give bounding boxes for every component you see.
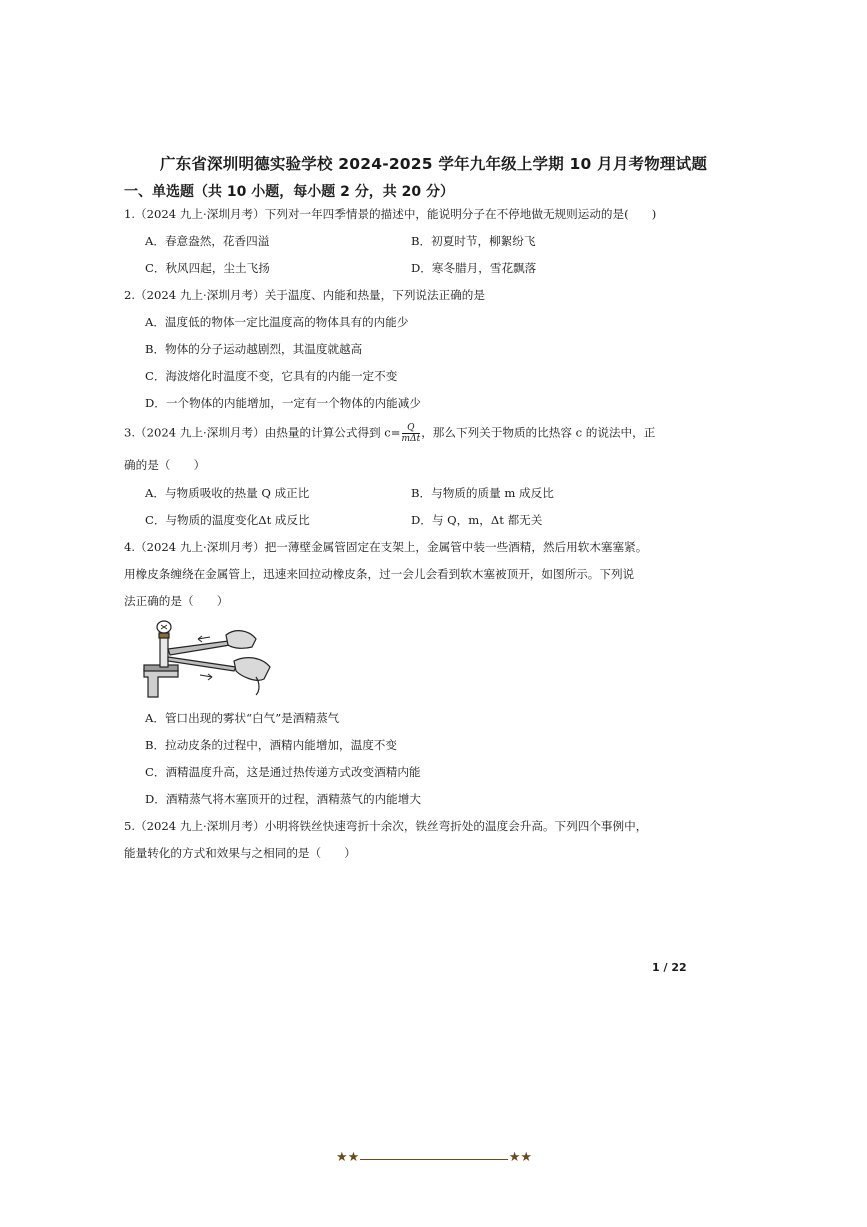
question-4-option-c: C．酒精温度升高，这是通过热传递方式改变酒精内能 <box>145 765 421 779</box>
question-3-option-b: B．与物质的质量 m 成反比 <box>411 486 554 500</box>
question-3-stem-line-2: 确的是（ ） <box>124 458 206 472</box>
question-1-option-b: B．初夏时节，柳絮纷飞 <box>411 234 536 248</box>
question-3-option-c: C．与物质的温度变化Δt 成反比 <box>145 513 310 527</box>
page-title: 广东省深圳明德实验学校 2024-2025 学年九年级上学期 10 月月考物理试题 <box>159 155 708 173</box>
footer-rule <box>360 1159 508 1160</box>
question-4-stem-line-2: 用橡皮条缠绕在金属管上，迅速来回拉动橡皮条，过一会儿会看到软木塞被顶开，如图所示。下列说 <box>124 567 635 581</box>
question-4-stem-line-1: 4.（2024 九上·深圳月考）把一薄壁金属管固定在支架上，金属管中装一些酒精，然后用软木塞塞紧。 <box>124 540 648 554</box>
section-heading: 一、单选题（共 10 小题，每小题 2 分，共 20 分） <box>124 184 454 200</box>
question-3-option-a: A．与物质吸收的热量 Q 成正比 <box>145 486 310 500</box>
page-number: 1 / 22 <box>652 961 687 974</box>
footer-stars-left: ★★ <box>336 1150 360 1165</box>
stand-illustration <box>144 665 178 697</box>
question-4-option-b: B．拉动皮条的过程中，酒精内能增加，温度不变 <box>145 738 397 752</box>
question-2-option-d: D．一个物体的内能增加，一定有一个物体的内能减少 <box>145 396 421 410</box>
formula-numerator: Q <box>402 423 421 434</box>
question-1-option-a: A．春意盎然，花香四溢 <box>145 234 270 248</box>
question-1-stem: 1.（2024 九上·深圳月考）下列对一年四季情景的描述中，能说明分子在不停地做无规则运动的是( ) <box>124 207 657 221</box>
question-5-stem-line-2: 能量转化的方式和效果与之相同的是（ ） <box>124 846 356 860</box>
question-2-stem: 2.（2024 九上·深圳月考）关于温度、内能和热量，下列说法正确的是 <box>124 288 485 302</box>
question-1-option-d: D．寒冬腊月，雪花飘落 <box>411 261 537 275</box>
question-4-option-d: D．酒精蒸气将木塞顶开的过程，酒精蒸气的内能增大 <box>145 792 421 806</box>
question-3-option-d: D．与 Q，m，Δt 都无关 <box>411 513 543 527</box>
metal-tube-experiment-figure <box>138 617 278 701</box>
question-3-stem-part-b: ，那么下列关于物质的比热容 c 的说法中，正 <box>421 425 656 440</box>
question-2-option-c: C．海波熔化时温度不变，它具有的内能一定不变 <box>145 369 398 383</box>
question-3-stem-line-1 <box>124 423 655 444</box>
question-2-option-b: B．物体的分子运动越剧烈，其温度就越高 <box>145 342 363 356</box>
question-1-option-c: C．秋风四起，尘土飞扬 <box>145 261 270 275</box>
question-4-option-a: A．管口出现的雾状“白气”是酒精蒸气 <box>145 711 340 725</box>
formula-denominator: mΔt <box>401 434 421 444</box>
question-4-stem-line-3: 法正确的是（ ） <box>124 594 229 608</box>
question-5-stem-line-1: 5.（2024 九上·深圳月考）小明将铁丝快速弯折十余次，铁丝弯折处的温度会升高。下列四个事例中， <box>124 819 648 833</box>
rubber-strip-and-hands-illustration <box>168 631 270 695</box>
formula-fraction <box>402 423 421 444</box>
footer-stars-right: ★★ <box>508 1150 532 1165</box>
question-2-option-a: A．温度低的物体一定比温度高的物体具有的内能少 <box>145 315 409 329</box>
question-3-stem-part-a: 3.（2024 九上·深圳月考）由热量的计算公式得到 c= <box>124 425 401 440</box>
footer-decoration <box>336 1152 532 1168</box>
